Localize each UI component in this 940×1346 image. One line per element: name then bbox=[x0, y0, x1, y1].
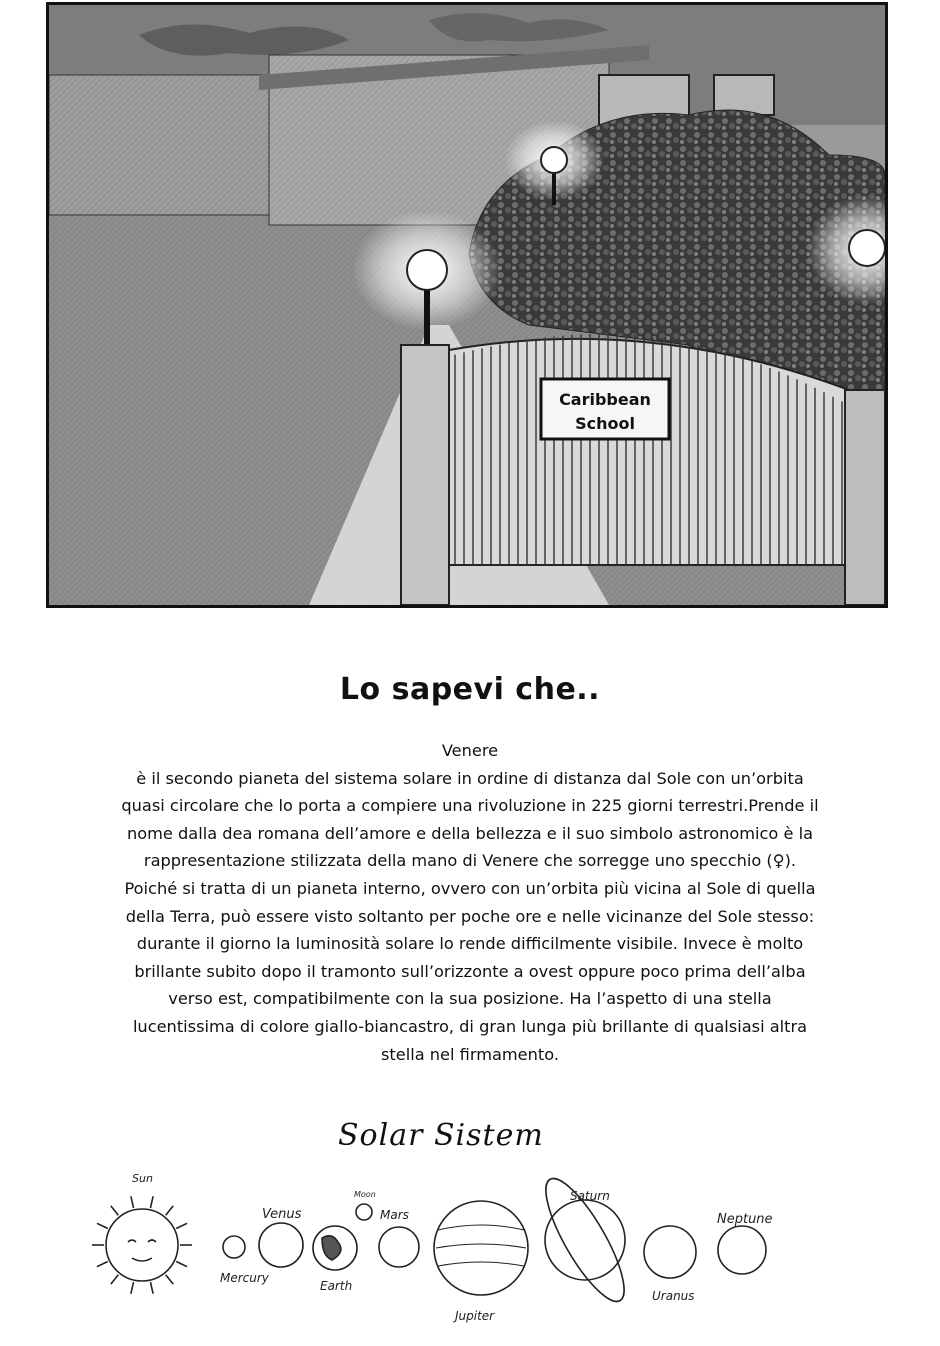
label-mercury: Mercury bbox=[220, 1271, 269, 1285]
uranus-icon bbox=[644, 1226, 696, 1278]
mars-icon bbox=[379, 1227, 419, 1267]
fact-article bbox=[120, 737, 820, 1068]
label-sun: Sun bbox=[132, 1172, 153, 1185]
label-saturn: Saturn bbox=[570, 1189, 610, 1203]
label-moon: Moon bbox=[354, 1190, 376, 1199]
fact-title: Venere bbox=[441, 741, 499, 760]
school-gate-night-illustration bbox=[49, 5, 885, 605]
label-jupiter: Jupiter bbox=[455, 1309, 495, 1323]
fact-paragraph-1: è il secondo pianeta del sistema solare in ordine di distanza dal Sole con un’orbita quasi circolare che lo porta a compiere una rivoluzione in 225 giorni terrestri.Prende il nome dalla dea romana dell’amore e della bellezza e il suo simbolo astronomico è la rappresentazione stilizzata della mano di Venere che sorregge uno specchio (♀). bbox=[121, 768, 819, 871]
solar-system-drawing bbox=[70, 1160, 790, 1334]
sun-icon bbox=[92, 1196, 192, 1293]
sign-line-1: Caribbean bbox=[559, 390, 651, 409]
label-mars: Mars bbox=[380, 1208, 409, 1222]
fact-paragraph-2: Poiché si tratta di un pianeta interno, ovvero con un’orbita più vicina al Sole di quella della Terra, può essere visto soltanto per poche ore e nelle vicinanze del Sole stesso: durante il giorno la luminosità solare lo rende difficilmente visibile. Invece è molto brillante subito dopo il tramonto sull’orizzonte a ovest oppure poco prima dell’alba verso est, compatibilmente con la sua posizione. Ha l’aspetto di una stella lucentissima di colore giallo-biancastro, di gran lunga più brillante di qualsiasi altra stella nel firmamento. bbox=[124, 878, 816, 1064]
fact-heading: Lo sapevi che.. bbox=[339, 672, 601, 707]
neptune-icon bbox=[718, 1226, 766, 1274]
label-earth: Earth bbox=[320, 1279, 353, 1293]
label-neptune: Neptune bbox=[717, 1212, 773, 1227]
mercury-icon bbox=[223, 1236, 245, 1258]
venus-icon bbox=[259, 1223, 303, 1267]
earth-icon bbox=[313, 1226, 357, 1270]
solar-system-title: Solar Sistem bbox=[338, 1118, 544, 1153]
sign-line-2: School bbox=[575, 414, 635, 433]
label-venus: Venus bbox=[262, 1207, 302, 1222]
label-uranus: Uranus bbox=[652, 1289, 695, 1303]
jupiter-icon bbox=[434, 1201, 528, 1295]
moon-icon bbox=[356, 1204, 372, 1220]
manga-panel bbox=[46, 2, 888, 608]
